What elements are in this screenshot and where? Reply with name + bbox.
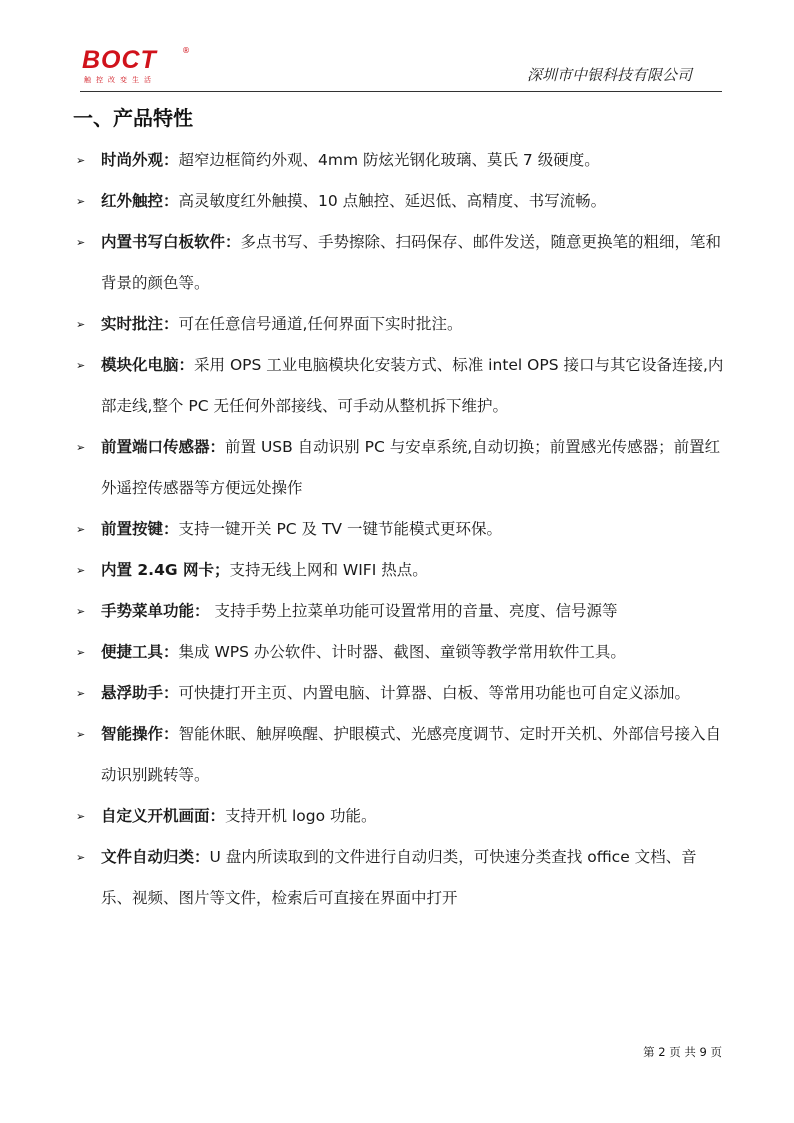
logo-slogan: 触控改变生活 [84, 76, 156, 84]
feature-text: 可快捷打开主页、内置电脑、计算器、白板、等常用功能也可自定义添加。 [178, 684, 691, 702]
feature-item [73, 140, 725, 181]
feature-item [73, 181, 725, 222]
feature-label: 红外触控： [101, 192, 179, 210]
feature-text: 采用 OPS 工业电脑模块化安装方式、标准 intel OPS 接口与其它设备连接,内部走线,整个 PC 无任何外部接线、可手动从整机拆下维护。 [101, 356, 724, 415]
feature-label: 内置书写白板软件： [101, 233, 241, 251]
feature-text: 超窄边框简约外观、4mm 防炫光钢化玻璃、莫氏 7 级硬度。 [178, 151, 600, 169]
section-title: 一、产品特性 [73, 106, 193, 130]
arrow-bullet-icon: ➢ [76, 154, 86, 167]
feature-label: 文件自动归类： [101, 848, 210, 866]
arrow-bullet-icon: ➢ [76, 646, 86, 659]
arrow-bullet-icon: ➢ [76, 728, 86, 741]
company-logo [80, 44, 190, 88]
feature-text: 智能休眠、触屏唤醒、护眼模式、光感亮度调节、定时开关机、外部信号接入自动识别跳转等。 [101, 725, 722, 784]
feature-item [73, 427, 725, 509]
feature-text: 高灵敏度红外触摸、10 点触控、延迟低、高精度、书写流畅。 [178, 192, 607, 210]
feature-text: U 盘内所读取到的文件进行自动归类，可快速分类查找 office 文档、音乐、视频、图片等文件，检索后可直接在界面中打开 [101, 848, 697, 907]
feature-label: 智能操作： [101, 725, 179, 743]
feature-item [73, 304, 725, 345]
arrow-bullet-icon: ➢ [76, 851, 86, 864]
feature-label: 时尚外观： [101, 151, 179, 169]
feature-list [73, 140, 725, 919]
feature-text: 支持一键开关 PC 及 TV 一键节能模式更环保。 [178, 520, 502, 538]
feature-label: 便捷工具： [101, 643, 179, 661]
feature-item [73, 222, 725, 304]
feature-text: 前置 USB 自动识别 PC 与安卓系统,自动切换；前置感光传感器；前置红外遥控传感器等方便远处操作 [101, 438, 721, 497]
feature-label: 实时批注： [101, 315, 179, 333]
arrow-bullet-icon: ➢ [76, 318, 86, 331]
feature-text: 支持手势上拉菜单功能可设置常用的音量、亮度、信号源等 [209, 602, 618, 620]
page-header [80, 44, 722, 94]
feature-item [73, 550, 725, 591]
arrow-bullet-icon: ➢ [76, 441, 86, 454]
feature-text: 支持无线上网和 WIFI 热点。 [229, 561, 428, 579]
feature-label: 悬浮助手： [101, 684, 179, 702]
feature-item [73, 796, 725, 837]
feature-label: 模块化电脑： [101, 356, 195, 374]
feature-item [73, 837, 725, 919]
feature-item [73, 632, 725, 673]
feature-item [73, 714, 725, 796]
feature-label: 前置端口传感器： [101, 438, 226, 456]
page-number: 第 2 页 共 9 页 [643, 1045, 722, 1059]
arrow-bullet-icon: ➢ [76, 523, 86, 536]
feature-label: 自定义开机画面： [101, 807, 226, 825]
arrow-bullet-icon: ➢ [76, 195, 86, 208]
registered-mark: ® [182, 46, 190, 55]
arrow-bullet-icon: ➢ [76, 810, 86, 823]
header-rule [80, 91, 722, 92]
arrow-bullet-icon: ➢ [76, 605, 86, 618]
arrow-bullet-icon: ➢ [76, 359, 86, 372]
feature-text: 可在任意信号通道,任何界面下实时批注。 [178, 315, 463, 333]
feature-label: 内置 2.4G 网卡； [101, 561, 230, 579]
arrow-bullet-icon: ➢ [76, 687, 86, 700]
arrow-bullet-icon: ➢ [76, 236, 86, 249]
feature-item [73, 345, 725, 427]
feature-text: 集成 WPS 办公软件、计时器、截图、童锁等教学常用软件工具。 [178, 643, 626, 661]
feature-label: 手势菜单功能： [101, 602, 210, 620]
arrow-bullet-icon: ➢ [76, 564, 86, 577]
feature-text: 支持开机 logo 功能。 [225, 807, 377, 825]
feature-item [73, 509, 725, 550]
feature-item [73, 591, 725, 632]
company-name: 深圳市中银科技有限公司 [526, 67, 692, 84]
logo-text: BOCT [82, 46, 157, 74]
feature-label: 前置按键： [101, 520, 179, 538]
feature-text: 多点书写、手势擦除、扫码保存、邮件发送，随意更换笔的粗细，笔和背景的颜色等。 [101, 233, 722, 292]
feature-item [73, 673, 725, 714]
